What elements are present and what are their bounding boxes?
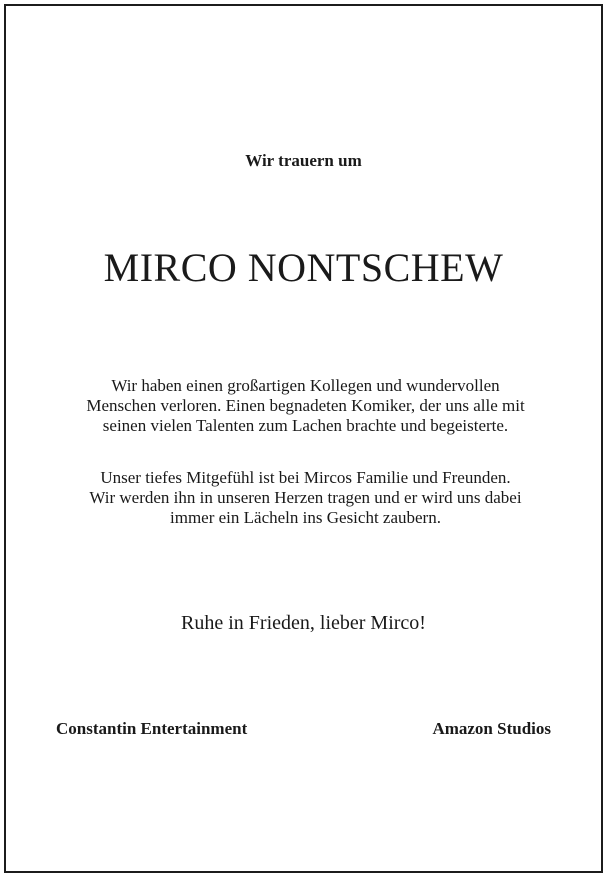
obituary-frame [4,4,603,873]
tribute-line: Menschen verloren. Einen begnadeten Komiker, der uns alle mit [86,396,525,415]
intro-text: Wir trauern um [245,151,362,170]
condolence-line: Unser tiefes Mitgefühl ist bei Mircos Familie und Freunden. [100,468,511,487]
deceased-name: MIRCO NONTSCHEW [103,245,504,290]
tribute-line: Wir haben einen großartigen Kollegen und wundervollen [111,376,500,395]
condolence-line: immer ein Lächeln ins Gesicht zaubern. [170,508,441,527]
condolence-paragraph [36,468,575,528]
tribute-paragraph [36,376,575,436]
tribute-line: seinen vielen Talenten zum Lachen brachte und begeisterte. [102,416,509,435]
condolence-line: Wir werden ihn in unseren Herzen tragen und er wird uns dabei [89,488,522,507]
signatory-amazon: Amazon Studios [432,719,551,738]
farewell-text: Ruhe in Frieden, lieber Mirco! [181,612,426,634]
signatory-constantin: Constantin Entertainment [56,719,248,738]
